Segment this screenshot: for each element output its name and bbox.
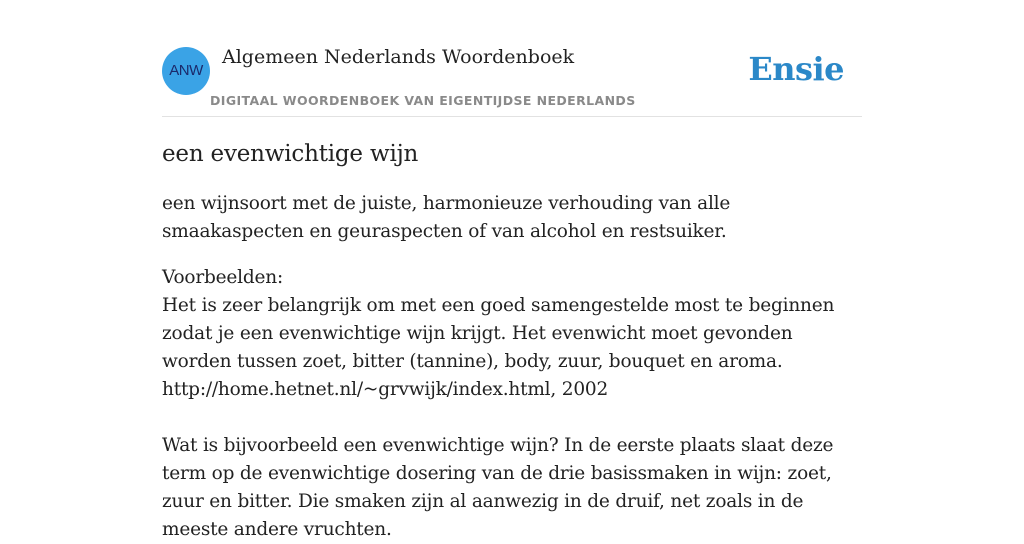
ensie-logo[interactable]: Ensie [748, 50, 844, 88]
spacer [162, 404, 867, 432]
entry-headword: een evenwichtige wijn [162, 141, 419, 167]
site-header [162, 40, 862, 117]
example-text: Wat is bijvoorbeeld een evenwichtige wijn? In de eerste plaats slaat deze term op de evenwichtige dosering van de drie basissmaken in wijn: zoet, zuur en bitter. Die smaken zijn al aanwezig in de druif, net zoals in de meeste andere vruchten. [162, 435, 834, 540]
examples-label: Voorbeelden: [162, 267, 283, 288]
site-title[interactable]: Algemeen Nederlands Woordenboek [222, 46, 575, 68]
examples-section [162, 264, 867, 544]
site-subtitle: DIGITAAL WOORDENBOEK VAN EIGENTIJDSE NEDERLANDS [210, 93, 636, 108]
anw-logo[interactable]: ANW [162, 47, 210, 95]
example-text: Het is zeer belangrijk om met een goed samengestelde most te beginnen zodat je een evenwichtige wijn krijgt. Het evenwicht moet gevonden worden tussen zoet, bitter (tannine), body, zuur, bouquet en aroma. [162, 295, 835, 372]
example-source: http://home.hetnet.nl/~grvwijk/index.html, 2002 [162, 379, 609, 400]
entry-content [162, 136, 867, 544]
entry-definition: een wijnsoort met de juiste, harmonieuze verhouding van alle smaakaspecten en geuraspecten of van alcohol en restsuiker. [162, 193, 731, 242]
